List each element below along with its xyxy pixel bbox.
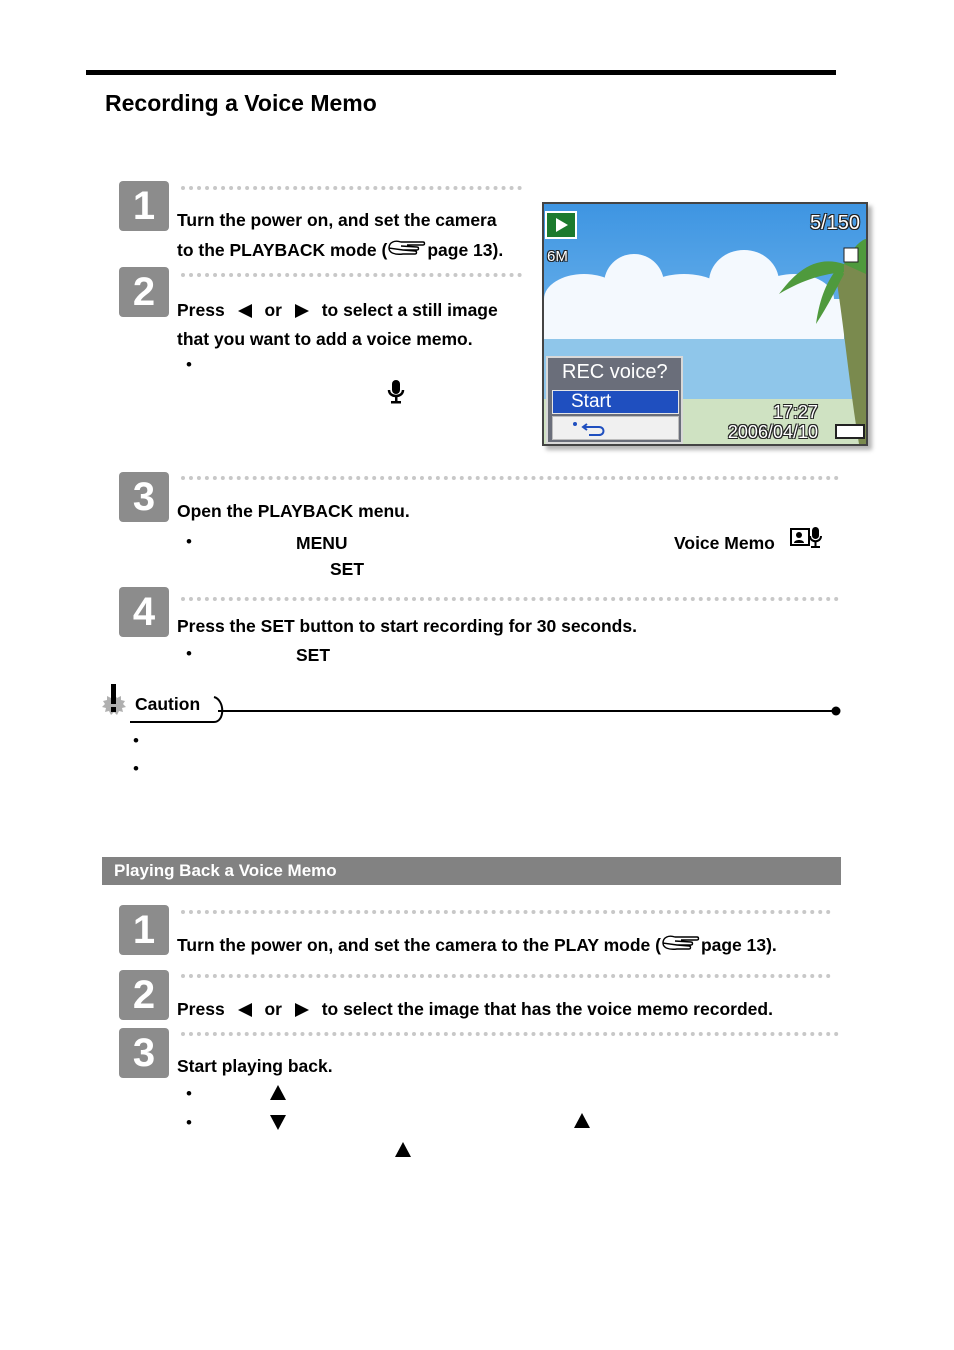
voice-memo-keyword: Voice Memo [674, 533, 775, 553]
menu-keyword: MENU [296, 533, 348, 553]
hand-pointing-icon [387, 240, 427, 260]
step-2-number: 2 [119, 267, 169, 317]
step-divider [181, 910, 831, 914]
select-text: to select the image that has the voice memo recorded. [321, 999, 773, 1019]
playback-step-1-text-a: Turn the power on, and set the camera to the PLAY mode ( [177, 935, 661, 955]
select-text: to select a still image [321, 300, 498, 320]
step-1-line2b: page 13). [427, 240, 504, 260]
rec-voice-menu [546, 356, 683, 444]
step-divider [181, 974, 831, 978]
bullet: • [186, 1084, 192, 1103]
step-divider [181, 186, 522, 190]
camera-lcd-screen [542, 202, 868, 446]
playback-step-3-number: 3 [119, 1028, 169, 1078]
right-arrow-icon [295, 304, 309, 318]
rec-voice-start-option[interactable] [552, 390, 679, 414]
step-divider [181, 1032, 839, 1036]
playback-step-2-line1 [177, 998, 773, 1020]
return-arrow-icon [571, 419, 611, 442]
lcd-image-counter: 5/150 [809, 212, 860, 234]
caution-rule [130, 695, 845, 730]
top-rule [86, 70, 836, 75]
hand-pointing-icon [661, 935, 701, 955]
up-arrow-icon [270, 1085, 286, 1100]
press-label: Press [177, 300, 225, 320]
bullet: • [186, 532, 192, 551]
set-keyword: SET [330, 559, 365, 579]
lcd-time: 17:27 [772, 402, 818, 422]
caution-label: Caution [135, 694, 201, 714]
voice-memo-icon [790, 526, 824, 557]
step-2-line2: that you want to add a voice memo. [177, 329, 473, 349]
step-divider [181, 476, 839, 480]
up-arrow-icon [395, 1142, 411, 1157]
bullet: • [186, 644, 192, 663]
step-2-line1 [177, 299, 498, 321]
microphone-icon [386, 378, 406, 411]
lcd-resolution-badge: 6M [547, 248, 568, 265]
or-label: or [264, 300, 282, 320]
step-divider [181, 597, 839, 601]
playback-step-2-number: 2 [119, 970, 169, 1020]
or-label: or [264, 999, 282, 1019]
set-keyword: SET [296, 645, 331, 665]
step-3-number: 3 [119, 472, 169, 522]
bullet: • [186, 355, 192, 374]
step-4-number: 4 [119, 587, 169, 637]
playback-step-1-number: 1 [119, 905, 169, 955]
left-arrow-icon [238, 304, 252, 318]
playback-section-header: Playing Back a Voice Memo [102, 857, 841, 885]
left-arrow-icon [238, 1003, 252, 1017]
caution-icon [100, 684, 132, 727]
press-label: Press [177, 999, 225, 1019]
start-label: Start [571, 391, 612, 412]
playback-step-1-text-b: page 13). [700, 935, 777, 955]
up-arrow-icon [574, 1113, 590, 1128]
right-arrow-icon [295, 1003, 309, 1017]
rec-voice-title: REC voice? [562, 361, 668, 383]
bullet: • [133, 731, 139, 750]
playback-step-1-line1 [177, 933, 777, 956]
lcd-date: 2006/04/10 [727, 422, 818, 442]
step-1-line1: Turn the power on, and set the camera [177, 210, 497, 230]
step-1-number: 1 [119, 181, 169, 231]
step-1-line2 [177, 238, 503, 261]
step-1-line2a: to the PLAYBACK mode ( [177, 240, 388, 260]
step-4-line1: Press the SET button to start recording for 30 seconds. [177, 616, 637, 636]
bullet: • [186, 1113, 192, 1132]
down-arrow-icon [270, 1115, 286, 1130]
bullet: • [133, 759, 139, 778]
playback-step-3-line1: Start playing back. [177, 1056, 333, 1076]
step-divider [181, 273, 522, 277]
page-title: Recording a Voice Memo [105, 90, 377, 116]
rec-voice-back-option[interactable] [552, 416, 679, 440]
step-3-line1: Open the PLAYBACK menu. [177, 501, 410, 521]
